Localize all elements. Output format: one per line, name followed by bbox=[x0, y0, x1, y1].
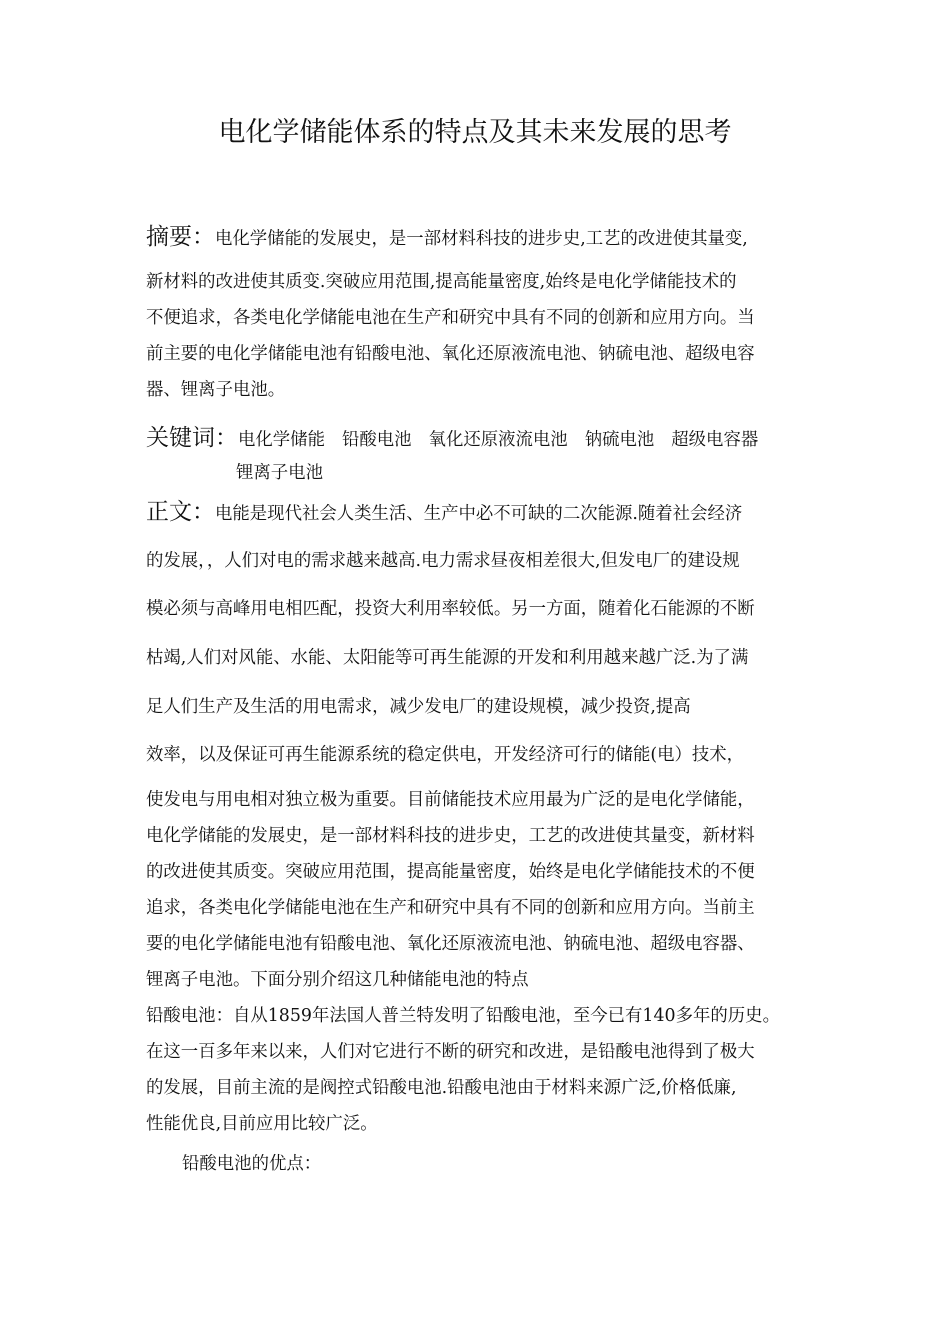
body-line-2: 的发展，，人们对电的需求越来越高.电力需求昼夜相差很大,但发电厂的建设规 bbox=[146, 551, 740, 571]
keyword-item: 钠硫电池 bbox=[584, 430, 655, 450]
lead-acid-line-2: 在这一百多年来以来，人们对它进行不断的研究和改进，是铅酸电池得到了极大 bbox=[146, 1042, 755, 1062]
body-line-7: 使发电与用电相对独立极为重要。目前储能技术应用最为广泛的是电化学储能， bbox=[146, 790, 755, 810]
body-line-8: 电化学储能的发展史，是一部材料科技的进步史，工艺的改进使其量变，新材料 bbox=[146, 826, 755, 846]
lead-acid-line-3: 的发展，目前主流的是阀控式铅酸电池.铅酸电池由于材料来源广泛,价格低廉, bbox=[146, 1078, 737, 1098]
keywords-line bbox=[146, 425, 758, 453]
lead-acid-line-4: 性能优良,目前应用比较广泛。 bbox=[146, 1114, 378, 1134]
body-line-4: 枯竭,人们对风能、水能、太阳能等可再生能源的开发和利用越来越广泛.为了满 bbox=[146, 648, 749, 668]
lead-acid-advantages-heading: 铅酸电池的优点： bbox=[182, 1154, 322, 1174]
keyword-item: 锂离子电池 bbox=[236, 463, 323, 483]
document-title: 电化学储能体系的特点及其未来发展的思考 bbox=[218, 117, 732, 148]
abstract-line-4: 前主要的电化学储能电池有铅酸电池、氧化还原液流电池、钠硫电池、超级电容 bbox=[146, 344, 755, 364]
keyword-item: 电化学储能 bbox=[238, 430, 325, 450]
keyword-item: 超级电容器 bbox=[671, 430, 759, 450]
body-heading: 正文： bbox=[146, 499, 215, 525]
body-line-9: 的改进使其质变。突破应用范围，提高能量密度，始终是电化学储能技术的不便 bbox=[146, 862, 755, 882]
body-text: 电能是现代社会人类生活、生产中必不可缺的二次能源.随着社会经济 bbox=[215, 504, 743, 524]
body-line-11: 要的电化学储能电池有铅酸电池、氧化还原液流电池、钠硫电池、超级电容器、 bbox=[146, 934, 755, 954]
abstract-heading: 摘要： bbox=[146, 224, 215, 250]
body-line-6: 效率，以及保证可再生能源系统的稳定供电，开发经济可行的储能(电）技术， bbox=[146, 745, 745, 765]
body-line-5: 足人们生产及生活的用电需求，减少发电厂的建设规模，减少投资,提高 bbox=[146, 697, 691, 717]
abstract-line-5: 器、锂离子电池。 bbox=[146, 380, 286, 400]
keywords-heading: 关键词： bbox=[146, 425, 238, 451]
body-line-3: 模必须与高峰用电相匹配，投资大利用率较低。另一方面，随着化石能源的不断 bbox=[146, 599, 755, 619]
keyword-item: 铅酸电池 bbox=[341, 430, 412, 450]
keyword-item: 氧化还原液流电池 bbox=[428, 430, 568, 450]
body-line-10: 追求，各类电化学储能电池在生产和研究中具有不同的创新和应用方向。当前主 bbox=[146, 898, 755, 918]
abstract-line-3: 不便追求，各类电化学储能电池在生产和研究中具有不同的创新和应用方向。当 bbox=[146, 308, 755, 328]
body-line-12: 锂离子电池。下面分别介绍这几种储能电池的特点 bbox=[146, 970, 529, 990]
lead-acid-line-1: 铅酸电池：自从1859年法国人普兰特发明了铅酸电池，至今已有140多年的历史。 bbox=[146, 1006, 780, 1026]
abstract-line-1 bbox=[146, 224, 748, 252]
body-line-1 bbox=[146, 499, 742, 527]
abstract-text: 电化学储能的发展史，是一部材料科技的进步史,工艺的改进使其量变, bbox=[215, 229, 748, 249]
abstract-line-2: 新材料的改进使其质变.突破应用范围,提高能量密度,始终是电化学储能技术的 bbox=[146, 272, 737, 292]
